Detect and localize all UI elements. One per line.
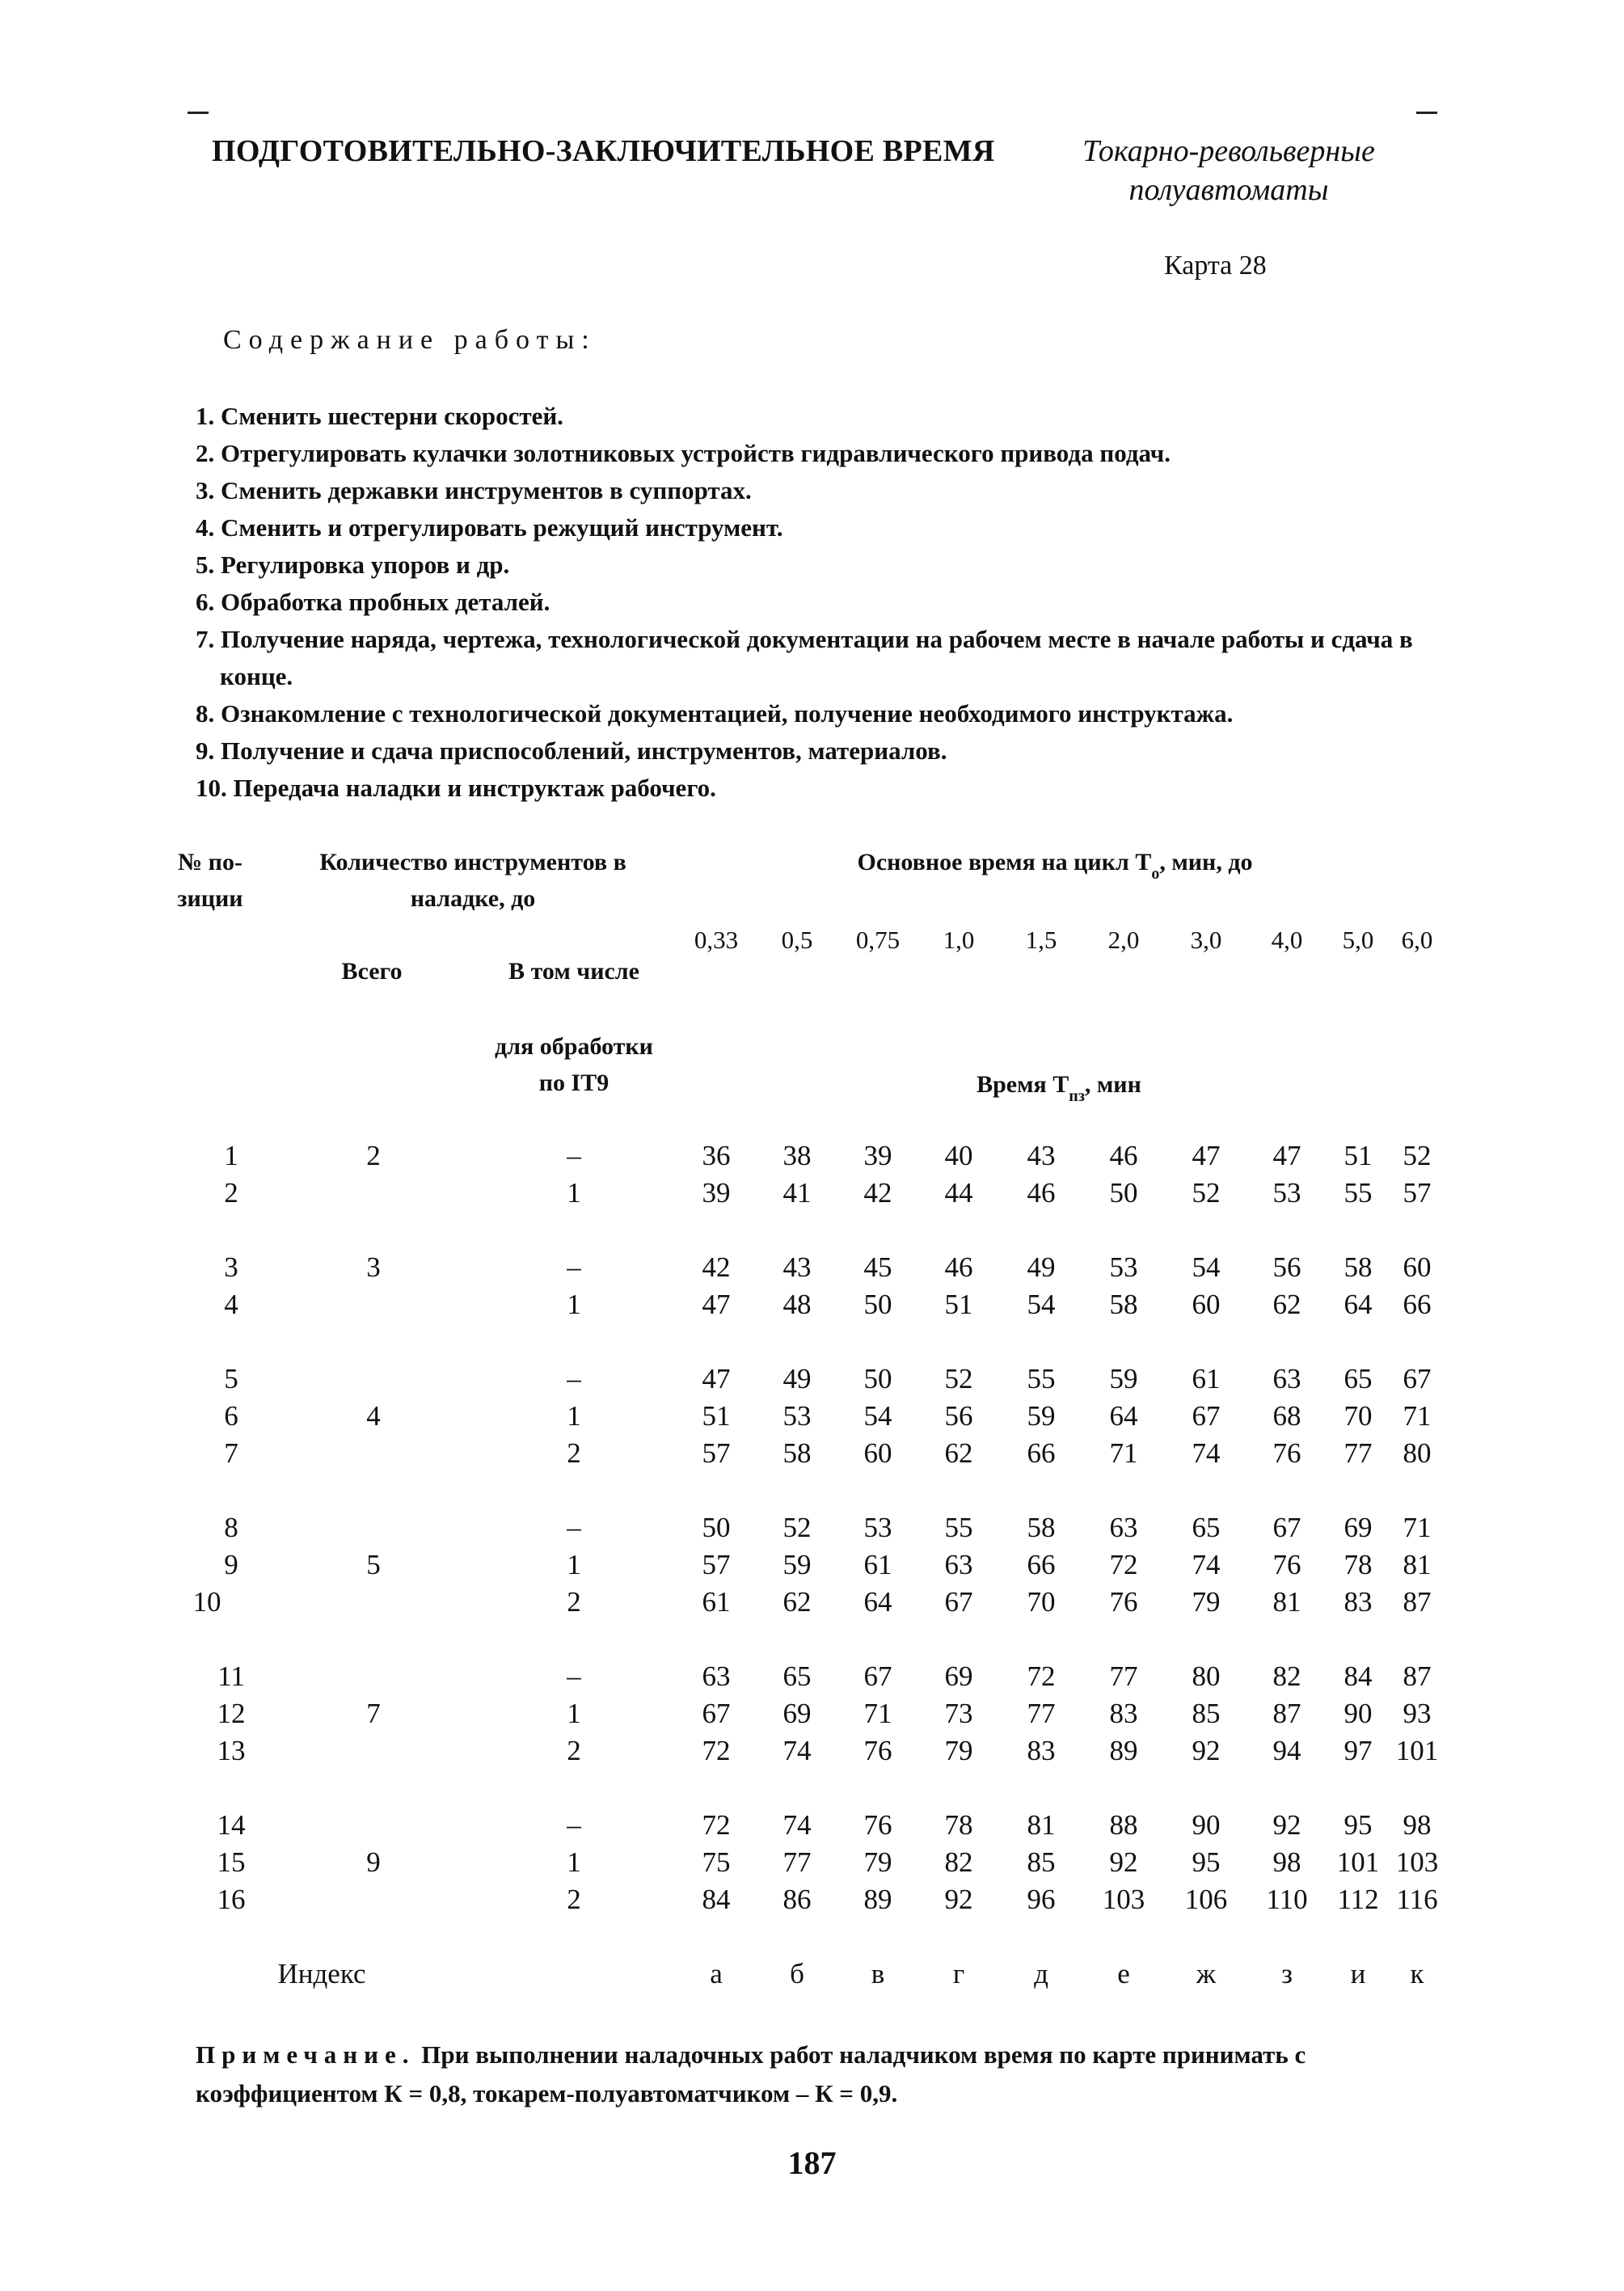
time-value: 98 — [1272, 1846, 1301, 1878]
time-value: 57 — [702, 1549, 731, 1580]
cycle-time-header: 3,0 — [1190, 926, 1222, 954]
setup-time-header — [977, 1071, 1141, 1105]
time-value: 52 — [782, 1512, 812, 1543]
total-tools: 5 — [366, 1549, 381, 1580]
position-header-1: № по- — [178, 849, 243, 875]
time-value: 79 — [863, 1846, 892, 1878]
time-value: 73 — [944, 1698, 973, 1729]
time-value: 103 — [1395, 1846, 1439, 1878]
time-value: 76 — [1109, 1586, 1138, 1618]
time-value: 74 — [1192, 1549, 1221, 1580]
time-value: 74 — [1192, 1437, 1221, 1469]
time-value: 58 — [782, 1437, 812, 1469]
time-value: 87 — [1272, 1698, 1301, 1729]
setup-time-label: Время T — [977, 1071, 1069, 1098]
time-value: 94 — [1272, 1735, 1301, 1766]
index-letter: г — [952, 1958, 965, 1989]
time-value: 46 — [1027, 1177, 1056, 1209]
time-value: 76 — [1272, 1549, 1301, 1580]
list-item: 9. Получение и сдача приспособлений, инструментов, материалов. — [196, 736, 947, 765]
time-value: 40 — [944, 1140, 973, 1171]
time-value: 47 — [702, 1363, 731, 1394]
time-value: 72 — [702, 1735, 731, 1766]
list-item: 1. Сменить шестерни скоростей. — [196, 402, 563, 430]
setup-time-suffix: , мин — [1084, 1071, 1141, 1098]
main-time-suffix: , мин, до — [1159, 849, 1253, 875]
time-value: 66 — [1403, 1289, 1432, 1320]
time-value: 81 — [1027, 1809, 1056, 1841]
time-value: 46 — [944, 1251, 973, 1283]
index-letter: а — [710, 1958, 723, 1989]
list-item: 3. Сменить державки инструментов в суппортах. — [196, 476, 752, 504]
time-value: 74 — [782, 1809, 812, 1841]
cycle-time-header: 1,5 — [1025, 926, 1057, 954]
time-value: 75 — [702, 1846, 731, 1878]
time-value: 61 — [1192, 1363, 1221, 1394]
time-value: 69 — [944, 1660, 973, 1692]
time-value: 53 — [782, 1400, 812, 1432]
it9-tools: 2 — [567, 1586, 581, 1618]
time-value: 49 — [1027, 1251, 1056, 1283]
position-number: 1 — [224, 1140, 238, 1171]
time-value: 65 — [1343, 1363, 1373, 1394]
time-value: 52 — [944, 1363, 973, 1394]
it9-tools: 1 — [567, 1177, 581, 1209]
time-value: 63 — [1109, 1512, 1138, 1543]
index-letter: и — [1350, 1958, 1366, 1989]
total-tools: 9 — [366, 1846, 381, 1878]
time-value: 90 — [1192, 1809, 1221, 1841]
time-value: 88 — [1109, 1809, 1138, 1841]
setup-time-subscript: пз — [1069, 1087, 1085, 1105]
time-value: 92 — [1272, 1809, 1301, 1841]
time-value: 54 — [1027, 1289, 1056, 1320]
time-value: 51 — [944, 1289, 973, 1320]
time-value: 112 — [1337, 1884, 1379, 1915]
time-value: 77 — [1109, 1660, 1138, 1692]
time-value: 76 — [1272, 1437, 1301, 1469]
time-value: 101 — [1395, 1735, 1439, 1766]
time-value: 83 — [1109, 1698, 1138, 1729]
time-value: 54 — [863, 1400, 892, 1432]
time-value: 101 — [1336, 1846, 1380, 1878]
time-value: 79 — [1192, 1586, 1221, 1618]
time-value: 48 — [782, 1289, 812, 1320]
time-value: 64 — [1109, 1400, 1138, 1432]
time-value: 55 — [1343, 1177, 1373, 1209]
time-value: 61 — [702, 1586, 731, 1618]
corner-dash-right — [1416, 112, 1437, 114]
time-value: 83 — [1027, 1735, 1056, 1766]
time-value: 60 — [863, 1437, 892, 1469]
main-time-subscript: о — [1151, 865, 1160, 883]
cycle-time-header: 5,0 — [1342, 926, 1374, 954]
time-value: 77 — [1027, 1698, 1056, 1729]
time-value: 72 — [1027, 1660, 1056, 1692]
time-value: 53 — [863, 1512, 892, 1543]
time-value: 52 — [1403, 1140, 1432, 1171]
time-value: 69 — [782, 1698, 812, 1729]
time-value: 81 — [1403, 1549, 1432, 1580]
time-value: 89 — [863, 1884, 892, 1915]
time-value: 85 — [1192, 1698, 1221, 1729]
time-value: 66 — [1027, 1549, 1056, 1580]
index-letter: б — [790, 1958, 804, 1989]
time-value: 63 — [702, 1660, 731, 1692]
time-value: 50 — [863, 1363, 892, 1394]
time-value: 83 — [1343, 1586, 1373, 1618]
time-value: 59 — [1109, 1363, 1138, 1394]
it9-tools: 1 — [567, 1846, 581, 1878]
position-number: 2 — [224, 1177, 238, 1209]
time-value: 72 — [702, 1809, 731, 1841]
main-time-header — [857, 849, 1253, 883]
index-letter: е — [1117, 1958, 1130, 1989]
time-value: 98 — [1403, 1809, 1432, 1841]
time-value: 38 — [782, 1140, 812, 1171]
tool-count-header-1: Количество инструментов в — [319, 849, 626, 875]
time-value: 87 — [1403, 1586, 1432, 1618]
time-value: 49 — [782, 1363, 812, 1394]
position-number: 4 — [224, 1289, 238, 1320]
time-value: 82 — [1272, 1660, 1301, 1692]
time-value: 59 — [1027, 1400, 1056, 1432]
time-value: 69 — [1343, 1512, 1373, 1543]
it9-tools: 1 — [567, 1400, 581, 1432]
cycle-time-header: 0,33 — [694, 926, 739, 954]
corner-dash-left — [188, 112, 209, 114]
work-content-list — [196, 398, 1457, 807]
time-value: 36 — [702, 1140, 731, 1171]
note-label: Примечание. — [196, 2040, 415, 2069]
time-value: 60 — [1403, 1251, 1432, 1283]
time-value: 53 — [1272, 1177, 1301, 1209]
time-value: 63 — [1272, 1363, 1301, 1394]
time-value: 106 — [1184, 1884, 1228, 1915]
it9-tools: 2 — [567, 1884, 581, 1915]
time-value: 52 — [1192, 1177, 1221, 1209]
subtitle-line-2: полуавтоматы — [1128, 173, 1329, 207]
time-value: 58 — [1343, 1251, 1373, 1283]
time-value: 96 — [1027, 1884, 1056, 1915]
time-value: 67 — [1192, 1400, 1221, 1432]
page-number: 187 — [787, 2145, 837, 2181]
it9-tools: – — [567, 1140, 581, 1171]
time-value: 84 — [1343, 1660, 1373, 1692]
position-number: 5 — [224, 1363, 238, 1394]
list-item: 2. Отрегулировать кулачки золотниковых устройств гидравлического привода подач. — [196, 439, 1171, 467]
it9-tools: – — [567, 1512, 581, 1543]
time-value: 45 — [863, 1251, 892, 1283]
including-header: В том числе — [508, 958, 639, 985]
time-value: 39 — [702, 1177, 731, 1209]
index-label: Индекс — [277, 1958, 366, 1989]
time-value: 78 — [1343, 1549, 1373, 1580]
position-number: 10 — [192, 1586, 221, 1618]
time-value: 92 — [1109, 1846, 1138, 1878]
time-value: 43 — [782, 1251, 812, 1283]
list-item: 7. Получение наряда, чертежа, технологической документации на рабочем месте в начале работы и сдача в конце. — [196, 625, 1413, 690]
time-value: 84 — [702, 1884, 731, 1915]
time-value: 41 — [782, 1177, 812, 1209]
time-value: 51 — [1343, 1140, 1373, 1171]
it9-header-2: по IT9 — [538, 1070, 610, 1096]
time-value: 57 — [1403, 1177, 1432, 1209]
time-value: 78 — [944, 1809, 973, 1841]
time-value: 70 — [1027, 1586, 1056, 1618]
time-value: 103 — [1102, 1884, 1145, 1915]
subtitle-line-1: Токарно-револьверные — [1082, 134, 1375, 168]
note-text: При выполнении наладочных работ наладчиком время по карте принимать с коэффициентом К = 0,8, токарем-полуавтоматчиком – К = 0,9. — [196, 2040, 1306, 2107]
time-value: 67 — [944, 1586, 973, 1618]
time-value: 71 — [863, 1698, 892, 1729]
list-item: 8. Ознакомление с технологической документацией, получение необходимого инструктажа. — [196, 699, 1234, 728]
it9-tools: – — [567, 1363, 581, 1394]
total-tools: 2 — [366, 1140, 381, 1171]
time-value: 77 — [1343, 1437, 1373, 1469]
time-value: 59 — [782, 1549, 812, 1580]
main-time-label: Основное время на цикл T — [857, 849, 1152, 875]
it9-header-1: для обработки — [495, 1033, 653, 1060]
time-value: 42 — [863, 1177, 892, 1209]
machine-type-subtitle — [1043, 132, 1415, 209]
it9-tools: 2 — [567, 1437, 581, 1469]
time-value: 76 — [863, 1809, 892, 1841]
time-value: 85 — [1027, 1846, 1056, 1878]
time-value: 65 — [1192, 1512, 1221, 1543]
time-value: 50 — [863, 1289, 892, 1320]
time-value: 92 — [1192, 1735, 1221, 1766]
time-value: 70 — [1343, 1400, 1373, 1432]
time-value: 66 — [1027, 1437, 1056, 1469]
time-value: 55 — [944, 1512, 973, 1543]
position-number: 16 — [217, 1884, 246, 1915]
time-value: 80 — [1403, 1437, 1432, 1469]
it9-tools: – — [567, 1809, 581, 1841]
it9-tools: 1 — [567, 1698, 581, 1729]
time-value: 60 — [1192, 1289, 1221, 1320]
note — [196, 2036, 1457, 2113]
cycle-time-header: 0,75 — [855, 926, 901, 954]
position-header-2: зиции — [177, 885, 243, 912]
time-value: 47 — [1272, 1140, 1301, 1171]
list-item: 4. Сменить и отрегулировать режущий инструмент. — [196, 513, 783, 542]
position-number: 13 — [217, 1735, 246, 1766]
time-value: 67 — [1272, 1512, 1301, 1543]
time-value: 47 — [702, 1289, 731, 1320]
index-letter: з — [1281, 1958, 1293, 1989]
time-value: 87 — [1403, 1660, 1432, 1692]
list-item: 6. Обработка пробных деталей. — [196, 588, 550, 616]
time-value: 82 — [944, 1846, 973, 1878]
time-value: 57 — [702, 1437, 731, 1469]
time-value: 50 — [1109, 1177, 1138, 1209]
index-letter: ж — [1196, 1958, 1217, 1989]
time-value: 67 — [702, 1698, 731, 1729]
time-value: 67 — [863, 1660, 892, 1692]
time-value: 54 — [1192, 1251, 1221, 1283]
it9-tools: – — [567, 1251, 581, 1283]
time-value: 81 — [1272, 1586, 1301, 1618]
time-value: 65 — [782, 1660, 812, 1692]
cycle-time-header: 0,5 — [781, 926, 813, 954]
content-heading: Содержание работы: — [223, 325, 597, 355]
position-number: 3 — [224, 1251, 238, 1283]
time-value: 61 — [863, 1549, 892, 1580]
position-number: 6 — [224, 1400, 238, 1432]
time-value: 51 — [702, 1400, 731, 1432]
time-value: 62 — [782, 1586, 812, 1618]
cycle-time-header: 2,0 — [1107, 926, 1140, 954]
time-value: 86 — [782, 1884, 812, 1915]
time-value: 58 — [1027, 1512, 1056, 1543]
it9-tools: 1 — [567, 1549, 581, 1580]
time-value: 63 — [944, 1549, 973, 1580]
index-letter: к — [1410, 1958, 1424, 1989]
it9-tools: 2 — [567, 1735, 581, 1766]
time-value: 110 — [1266, 1884, 1308, 1915]
time-value: 62 — [944, 1437, 973, 1469]
page-title: ПОДГОТОВИТЕЛЬНО-ЗАКЛЮЧИТЕЛЬНОЕ ВРЕМЯ — [212, 134, 995, 168]
position-number: 12 — [217, 1698, 246, 1729]
time-value: 56 — [1272, 1251, 1301, 1283]
time-value: 47 — [1192, 1140, 1221, 1171]
time-value: 71 — [1403, 1400, 1432, 1432]
time-value: 67 — [1403, 1363, 1432, 1394]
index-letter: в — [871, 1958, 885, 1989]
time-value: 92 — [944, 1884, 973, 1915]
position-number: 9 — [224, 1549, 238, 1580]
time-value: 39 — [863, 1140, 892, 1171]
time-value: 68 — [1272, 1400, 1301, 1432]
map-number: Карта 28 — [1164, 251, 1267, 281]
total-tools: 4 — [366, 1400, 381, 1432]
time-value: 95 — [1343, 1809, 1373, 1841]
time-value: 89 — [1109, 1735, 1138, 1766]
time-value: 46 — [1109, 1140, 1138, 1171]
time-value: 77 — [782, 1846, 812, 1878]
position-number: 7 — [224, 1437, 238, 1469]
cycle-time-header: 4,0 — [1271, 926, 1303, 954]
time-value: 90 — [1343, 1698, 1373, 1729]
it9-tools: – — [567, 1660, 581, 1692]
total-tools: 3 — [366, 1251, 381, 1283]
time-value: 80 — [1192, 1660, 1221, 1692]
time-value: 116 — [1396, 1884, 1438, 1915]
time-value: 74 — [782, 1735, 812, 1766]
total-header: Всего — [341, 958, 403, 985]
position-number: 8 — [224, 1512, 238, 1543]
index-letter: д — [1034, 1958, 1048, 1989]
time-value: 71 — [1403, 1512, 1432, 1543]
time-value: 55 — [1027, 1363, 1056, 1394]
time-value: 64 — [863, 1586, 892, 1618]
time-value: 95 — [1192, 1846, 1221, 1878]
time-value: 93 — [1403, 1698, 1432, 1729]
position-number: 11 — [217, 1660, 245, 1692]
it9-tools: 1 — [567, 1289, 581, 1320]
position-number: 14 — [217, 1809, 246, 1841]
time-value: 50 — [702, 1512, 731, 1543]
time-value: 72 — [1109, 1549, 1138, 1580]
cycle-time-header: 1,0 — [943, 926, 975, 954]
time-value: 76 — [863, 1735, 892, 1766]
total-tools: 7 — [366, 1698, 381, 1729]
time-value: 42 — [702, 1251, 731, 1283]
time-value: 97 — [1343, 1735, 1373, 1766]
position-number: 15 — [217, 1846, 246, 1878]
list-item: 10. Передача наладки и инструктаж рабочего. — [196, 774, 716, 802]
time-value: 44 — [944, 1177, 973, 1209]
time-value: 62 — [1272, 1289, 1301, 1320]
time-value: 58 — [1109, 1289, 1138, 1320]
time-value: 64 — [1343, 1289, 1373, 1320]
time-value: 43 — [1027, 1140, 1056, 1171]
time-value: 79 — [944, 1735, 973, 1766]
time-value: 71 — [1109, 1437, 1138, 1469]
time-value: 53 — [1109, 1251, 1138, 1283]
tool-count-header-2: наладке, до — [410, 885, 536, 912]
list-item: 5. Регулировка упоров и др. — [196, 551, 510, 579]
time-value: 56 — [944, 1400, 973, 1432]
cycle-time-header: 6,0 — [1401, 926, 1433, 954]
